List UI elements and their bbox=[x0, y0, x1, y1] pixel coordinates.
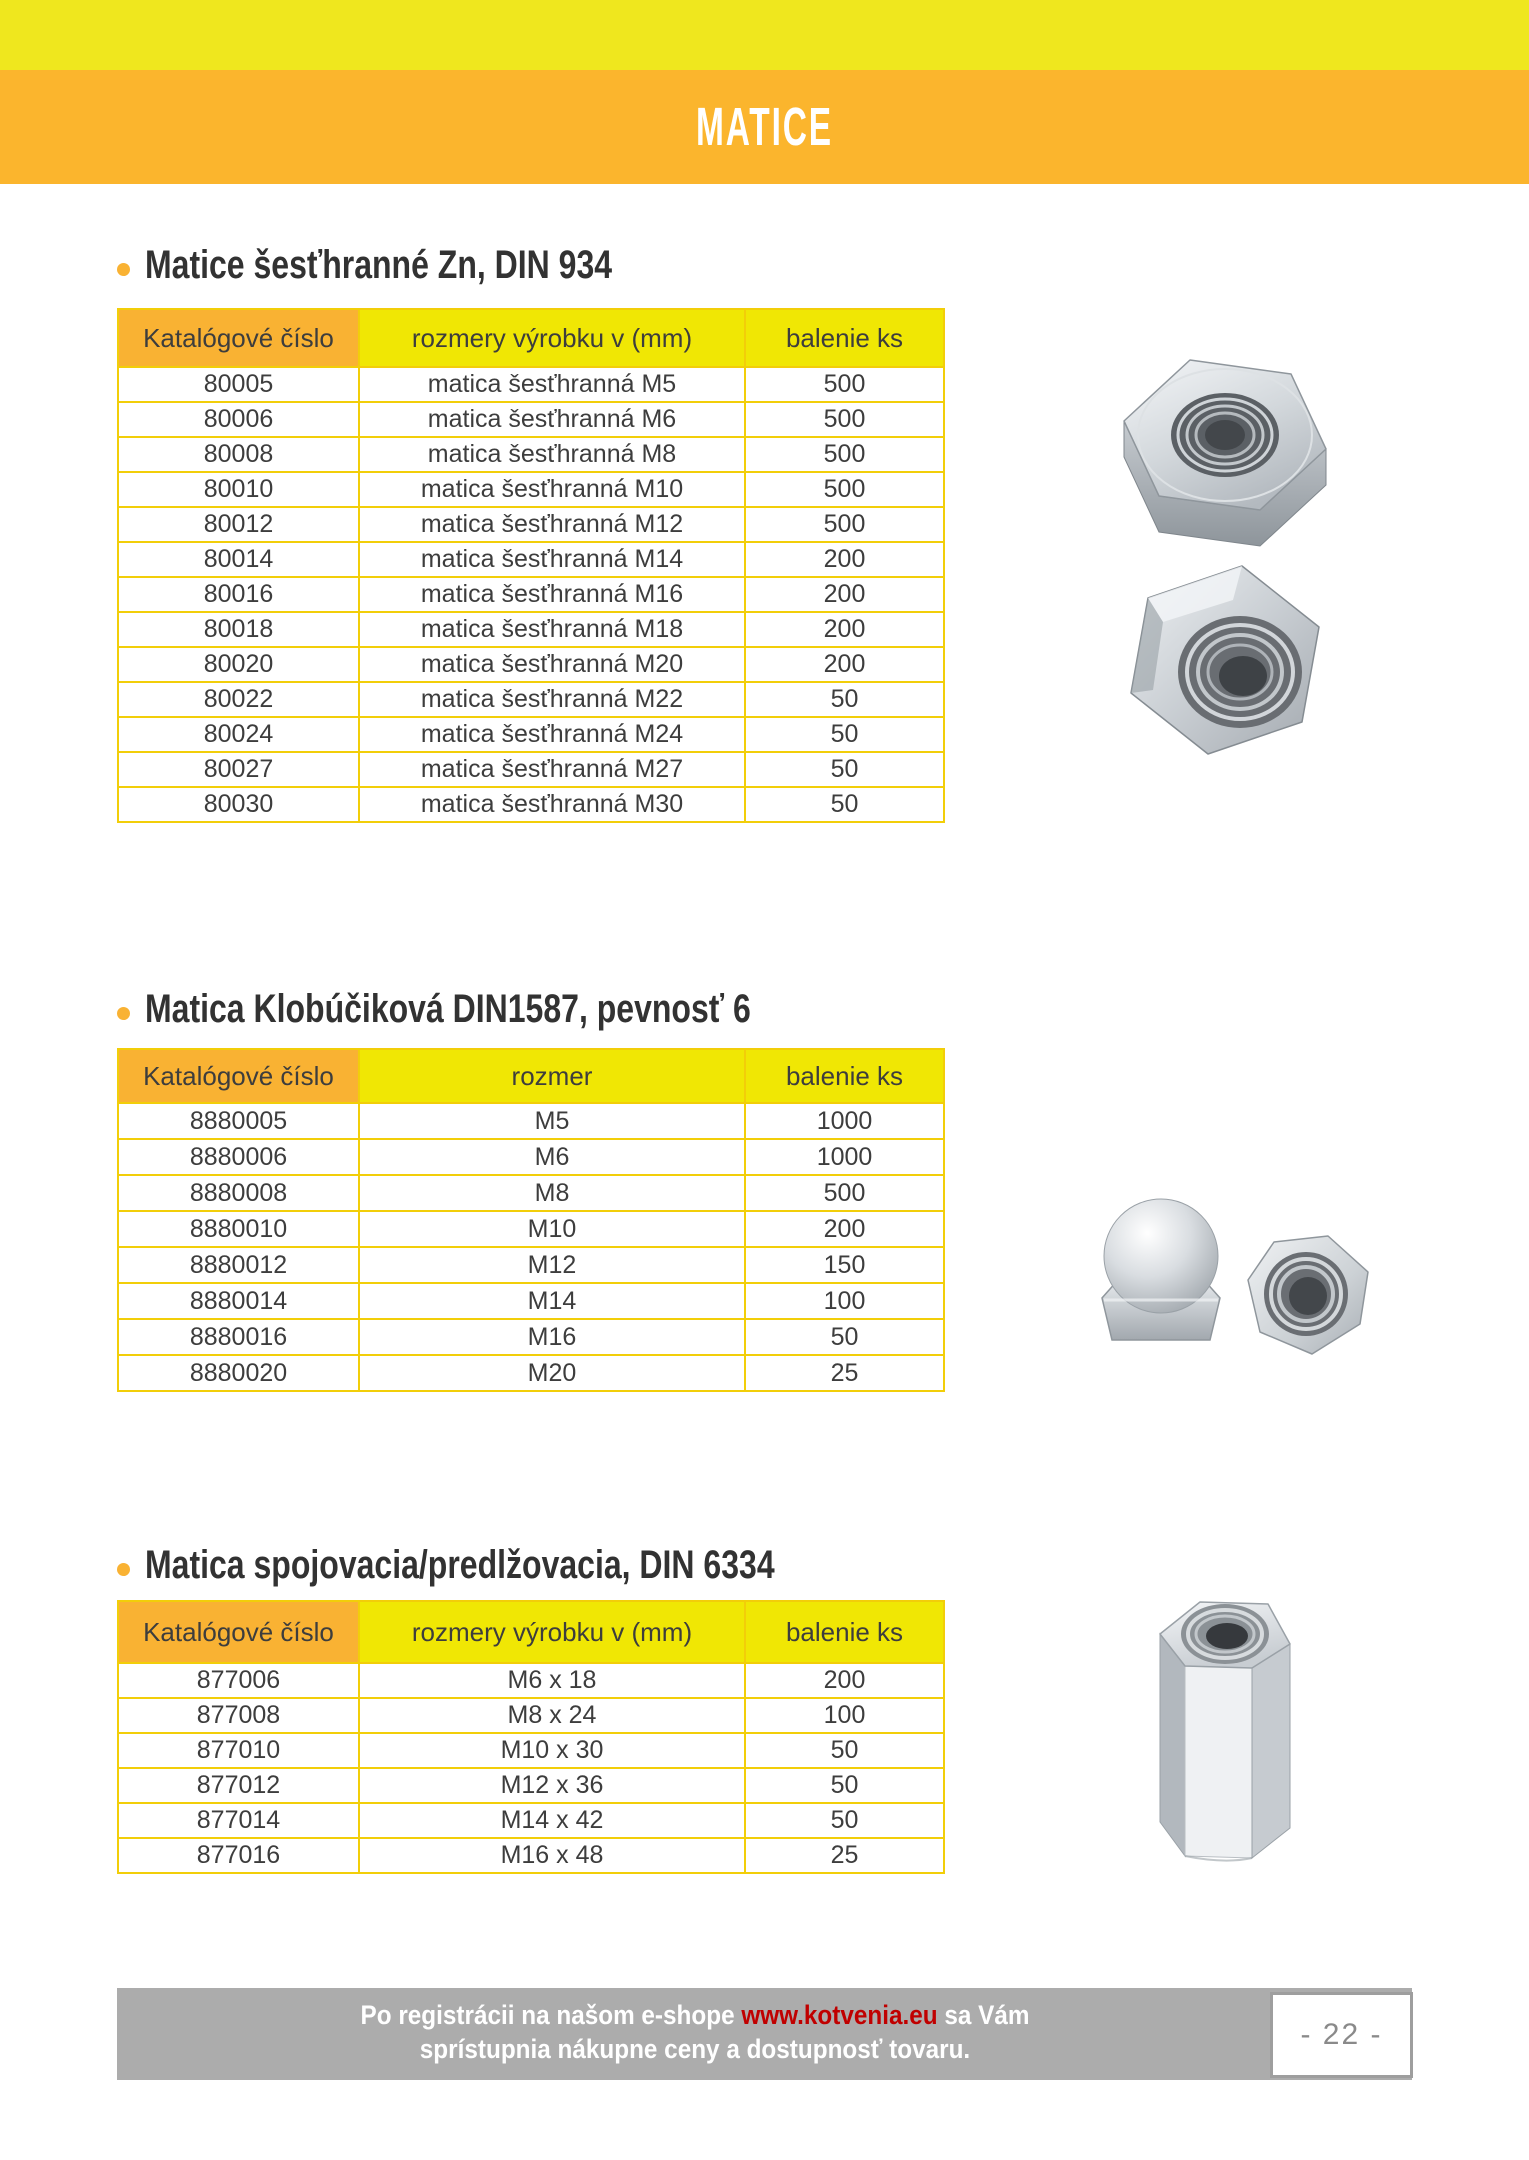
table-cell: 500 bbox=[745, 437, 944, 472]
section-heading-text: Matica spojovacia/predlžovacia, DIN 6334 bbox=[145, 1542, 775, 1587]
table-cell: 100 bbox=[745, 1283, 944, 1319]
hex-nut-top-photo bbox=[1124, 360, 1326, 546]
cap-nuts-table bbox=[117, 1048, 945, 1392]
table-cell: M20 bbox=[359, 1355, 745, 1391]
table-cell: matica šesťhranná M14 bbox=[359, 542, 745, 577]
table-cell: 50 bbox=[745, 717, 944, 752]
table-row bbox=[118, 507, 944, 542]
table-cell: 8880008 bbox=[118, 1175, 359, 1211]
table-cell: matica šesťhranná M20 bbox=[359, 647, 745, 682]
footer-link[interactable]: www.kotvenia.eu bbox=[741, 2000, 938, 2030]
cap-nut-hole-photo bbox=[1248, 1236, 1368, 1354]
hex-nuts-table bbox=[117, 308, 945, 823]
footer-text bbox=[175, 1998, 1215, 2066]
footer-line1-suffix: sa Vám bbox=[937, 2000, 1030, 2030]
table-cell: 80030 bbox=[118, 787, 359, 822]
table-cell: 80010 bbox=[118, 472, 359, 507]
table-row bbox=[118, 752, 944, 787]
table-cell: matica šesťhranná M10 bbox=[359, 472, 745, 507]
title-band bbox=[0, 70, 1529, 184]
table-cell: 500 bbox=[745, 472, 944, 507]
table-cell: 50 bbox=[745, 1733, 944, 1768]
table-cell: 150 bbox=[745, 1247, 944, 1283]
bullet-icon bbox=[117, 263, 130, 276]
table-cell: 80016 bbox=[118, 577, 359, 612]
table-row bbox=[118, 1319, 944, 1355]
table-cell: 8880010 bbox=[118, 1211, 359, 1247]
table-cell: 8880012 bbox=[118, 1247, 359, 1283]
table-cell: 80012 bbox=[118, 507, 359, 542]
table-cell: 80024 bbox=[118, 717, 359, 752]
hex-nut-photos bbox=[1105, 330, 1345, 770]
section-heading-hex-nuts bbox=[117, 242, 729, 288]
table-cell: 50 bbox=[745, 1803, 944, 1838]
table-cell: matica šesťhranná M18 bbox=[359, 612, 745, 647]
table-cell: 80005 bbox=[118, 367, 359, 402]
table-cell: M8 bbox=[359, 1175, 745, 1211]
table-cell: 8880016 bbox=[118, 1319, 359, 1355]
column-header: Katalógové číslo bbox=[118, 1601, 359, 1663]
table-row bbox=[118, 1103, 944, 1139]
table-row bbox=[118, 367, 944, 402]
table-row bbox=[118, 1663, 944, 1698]
column-header: Katalógové číslo bbox=[118, 309, 359, 367]
table-cell: matica šesťhranná M12 bbox=[359, 507, 745, 542]
table-cell: 877012 bbox=[118, 1768, 359, 1803]
table-cell: 200 bbox=[745, 542, 944, 577]
footer-line1-prefix: Po registrácii na našom e-shope bbox=[360, 2000, 742, 2030]
table-cell: M5 bbox=[359, 1103, 745, 1139]
table-row bbox=[118, 787, 944, 822]
table-cell: 200 bbox=[745, 577, 944, 612]
page-title: MATICE bbox=[695, 97, 833, 157]
table-cell: 877008 bbox=[118, 1698, 359, 1733]
table-cell: 1000 bbox=[745, 1103, 944, 1139]
column-header: rozmery výrobku v (mm) bbox=[359, 1601, 745, 1663]
cap-nut-dome-photo bbox=[1102, 1199, 1220, 1340]
table-cell: 500 bbox=[745, 1175, 944, 1211]
table-cell: 8880005 bbox=[118, 1103, 359, 1139]
table-header-row bbox=[118, 309, 944, 367]
table-row bbox=[118, 1211, 944, 1247]
table-cell: M12 x 36 bbox=[359, 1768, 745, 1803]
table-row bbox=[118, 1175, 944, 1211]
coupling-nuts-table bbox=[117, 1600, 945, 1874]
section-heading-coupling-nuts bbox=[117, 1542, 932, 1588]
table-cell: 50 bbox=[745, 752, 944, 787]
table-cell: matica šesťhranná M8 bbox=[359, 437, 745, 472]
table-cell: 25 bbox=[745, 1355, 944, 1391]
hex-nut-side-photo bbox=[1131, 566, 1319, 754]
bullet-icon bbox=[117, 1563, 130, 1576]
coupling-nut-photo bbox=[1140, 1572, 1310, 1884]
table-row bbox=[118, 1355, 944, 1391]
table-cell: 877016 bbox=[118, 1838, 359, 1873]
bullet-icon bbox=[117, 1007, 130, 1020]
table-cell: 50 bbox=[745, 682, 944, 717]
table-row bbox=[118, 612, 944, 647]
column-header: balenie ks bbox=[745, 1049, 944, 1103]
table-cell: 50 bbox=[745, 1768, 944, 1803]
cap-nut-photos bbox=[1090, 1168, 1375, 1383]
table-header-row bbox=[118, 1601, 944, 1663]
footer-line2: sprístupnia nákupne ceny a dostupnosť tovaru. bbox=[419, 2034, 971, 2064]
table-row bbox=[118, 647, 944, 682]
table-cell: M16 x 48 bbox=[359, 1838, 745, 1873]
column-header: balenie ks bbox=[745, 1601, 944, 1663]
table-row bbox=[118, 1838, 944, 1873]
table-cell: matica šesťhranná M6 bbox=[359, 402, 745, 437]
table-cell: 80020 bbox=[118, 647, 359, 682]
page-number: - 22 - bbox=[1300, 2018, 1383, 2051]
table-cell: 8880020 bbox=[118, 1355, 359, 1391]
table-row bbox=[118, 1733, 944, 1768]
table-cell: M12 bbox=[359, 1247, 745, 1283]
table-cell: matica šesťhranná M22 bbox=[359, 682, 745, 717]
table-cell: M14 bbox=[359, 1283, 745, 1319]
table-cell: M6 bbox=[359, 1139, 745, 1175]
table-row bbox=[118, 682, 944, 717]
table-row bbox=[118, 1283, 944, 1319]
table-header-row bbox=[118, 1049, 944, 1103]
table-cell: 200 bbox=[745, 612, 944, 647]
table-row bbox=[118, 1768, 944, 1803]
table-cell: 80022 bbox=[118, 682, 359, 717]
table-cell: 500 bbox=[745, 507, 944, 542]
table-cell: M6 x 18 bbox=[359, 1663, 745, 1698]
section-heading-text: Matice šesťhranné Zn, DIN 934 bbox=[145, 242, 613, 287]
section-heading-text: Matica Klobúčiková DIN1587, pevnosť 6 bbox=[145, 986, 751, 1031]
table-row bbox=[118, 472, 944, 507]
page-number-box bbox=[1270, 1992, 1413, 2078]
table-cell: 500 bbox=[745, 367, 944, 402]
table-cell: 877006 bbox=[118, 1663, 359, 1698]
table-cell: 80027 bbox=[118, 752, 359, 787]
table-cell: 80018 bbox=[118, 612, 359, 647]
table-row bbox=[118, 577, 944, 612]
table-row bbox=[118, 1139, 944, 1175]
table-cell: 200 bbox=[745, 647, 944, 682]
table-cell: 50 bbox=[745, 787, 944, 822]
table-cell: matica šesťhranná M24 bbox=[359, 717, 745, 752]
column-header: rozmery výrobku v (mm) bbox=[359, 309, 745, 367]
table-cell: 80006 bbox=[118, 402, 359, 437]
table-cell: 50 bbox=[745, 1319, 944, 1355]
table-cell: 8880014 bbox=[118, 1283, 359, 1319]
table-cell: matica šesťhranná M5 bbox=[359, 367, 745, 402]
column-header: balenie ks bbox=[745, 309, 944, 367]
top-yellow-strip bbox=[0, 0, 1529, 70]
table-cell: 25 bbox=[745, 1838, 944, 1873]
table-cell: M16 bbox=[359, 1319, 745, 1355]
table-cell: 100 bbox=[745, 1698, 944, 1733]
table-cell: 877010 bbox=[118, 1733, 359, 1768]
section-heading-cap-nuts bbox=[117, 986, 902, 1032]
table-cell: 877014 bbox=[118, 1803, 359, 1838]
table-cell: M14 x 42 bbox=[359, 1803, 745, 1838]
table-cell: matica šesťhranná M16 bbox=[359, 577, 745, 612]
table-cell: 200 bbox=[745, 1663, 944, 1698]
table-row bbox=[118, 437, 944, 472]
table-row bbox=[118, 1698, 944, 1733]
column-header: Katalógové číslo bbox=[118, 1049, 359, 1103]
table-cell: 80008 bbox=[118, 437, 359, 472]
table-cell: M8 x 24 bbox=[359, 1698, 745, 1733]
table-cell: 500 bbox=[745, 402, 944, 437]
table-row bbox=[118, 1247, 944, 1283]
table-cell: matica šesťhranná M30 bbox=[359, 787, 745, 822]
table-cell: matica šesťhranná M27 bbox=[359, 752, 745, 787]
column-header: rozmer bbox=[359, 1049, 745, 1103]
table-cell: 1000 bbox=[745, 1139, 944, 1175]
table-row bbox=[118, 717, 944, 752]
table-cell: 8880006 bbox=[118, 1139, 359, 1175]
table-cell: 80014 bbox=[118, 542, 359, 577]
table-cell: M10 x 30 bbox=[359, 1733, 745, 1768]
table-cell: M10 bbox=[359, 1211, 745, 1247]
table-row bbox=[118, 542, 944, 577]
table-cell: 200 bbox=[745, 1211, 944, 1247]
table-row bbox=[118, 1803, 944, 1838]
table-row bbox=[118, 402, 944, 437]
